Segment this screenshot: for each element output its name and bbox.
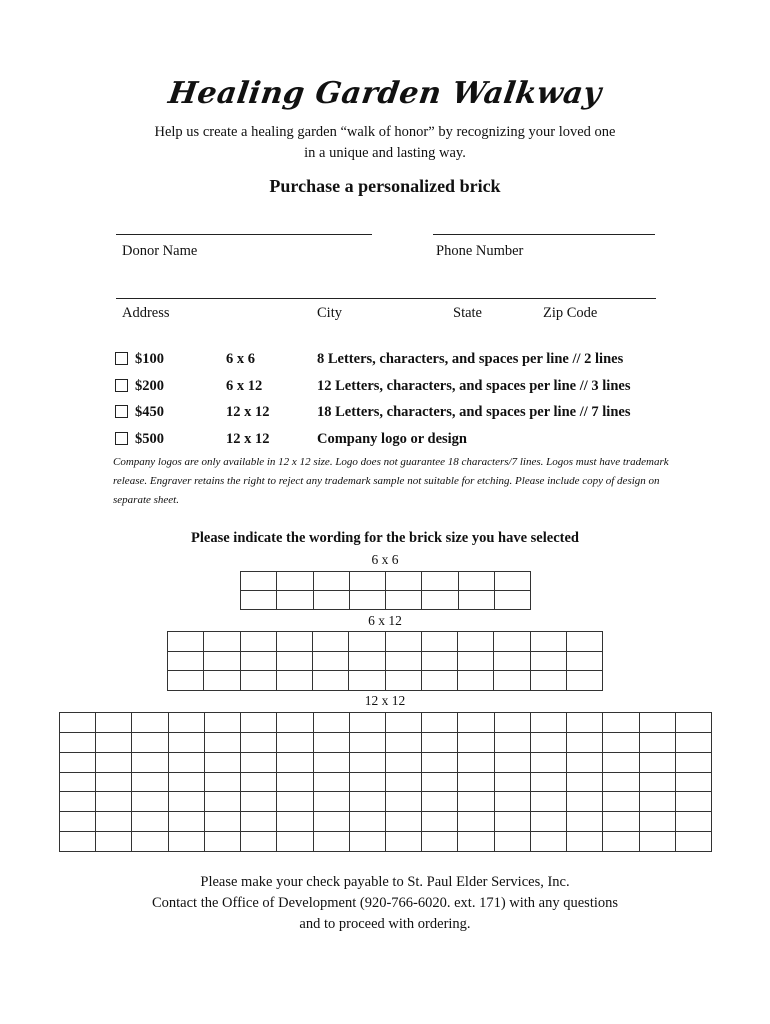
grid-label-6x6: 6 x 6 xyxy=(371,552,399,567)
letter-cell[interactable] xyxy=(567,772,603,792)
letter-cell[interactable] xyxy=(385,732,421,752)
letter-cell[interactable] xyxy=(675,713,711,733)
zip-code-label: Zip Code xyxy=(543,305,598,321)
letter-cell[interactable] xyxy=(96,752,132,772)
letter-cell[interactable] xyxy=(385,812,421,832)
footer-line-2: Contact the Office of Development (920-766-6020. ext. 171) with any questions xyxy=(151,895,619,911)
letter-cell[interactable] xyxy=(168,671,204,691)
option-description: 8 Letters, characters, and spaces per line // 2 lines xyxy=(317,351,624,367)
letter-cell[interactable] xyxy=(603,832,639,852)
letter-cell[interactable] xyxy=(60,832,96,852)
letter-cell[interactable] xyxy=(603,732,639,752)
option-description: 12 Letters, characters, and spaces per line // 3 lines xyxy=(317,378,631,394)
letter-cell[interactable] xyxy=(566,671,602,691)
letter-cell[interactable] xyxy=(422,832,458,852)
letter-cell[interactable] xyxy=(132,792,168,812)
letter-cell[interactable] xyxy=(458,792,494,812)
letter-cell[interactable] xyxy=(168,812,204,832)
checkbox-500[interactable] xyxy=(115,432,128,445)
option-description: 18 Letters, characters, and spaces per line // 7 lines xyxy=(317,404,631,420)
letter-cell[interactable] xyxy=(566,651,602,671)
letter-cell[interactable] xyxy=(60,713,96,733)
grid-row xyxy=(60,832,712,852)
letter-cell[interactable] xyxy=(530,792,566,812)
section-heading: Purchase a personalized brick xyxy=(269,176,501,196)
letter-cell[interactable] xyxy=(241,572,277,591)
letter-cell[interactable] xyxy=(241,732,277,752)
letter-cell[interactable] xyxy=(277,772,313,792)
letter-cell[interactable] xyxy=(494,812,530,832)
letter-cell[interactable] xyxy=(241,832,277,852)
letter-cell[interactable] xyxy=(349,632,385,652)
letter-cell[interactable] xyxy=(277,792,313,812)
letter-cell[interactable] xyxy=(567,713,603,733)
letter-cell[interactable] xyxy=(385,752,421,772)
grid-row xyxy=(168,632,603,652)
letter-cell[interactable] xyxy=(276,651,312,671)
letter-cell[interactable] xyxy=(204,713,240,733)
letter-cell[interactable] xyxy=(494,651,530,671)
letter-cell[interactable] xyxy=(204,651,240,671)
letter-cell[interactable] xyxy=(494,792,530,812)
letter-cell[interactable] xyxy=(349,713,385,733)
letter-cell[interactable] xyxy=(422,713,458,733)
letter-cell[interactable] xyxy=(385,632,421,652)
letter-cell[interactable] xyxy=(96,792,132,812)
letter-cell[interactable] xyxy=(60,792,96,812)
letter-cell[interactable] xyxy=(530,713,566,733)
wording-grid-6x6 xyxy=(240,571,531,610)
checkbox-100[interactable] xyxy=(115,352,128,365)
letter-cell[interactable] xyxy=(422,752,458,772)
grid-row xyxy=(241,572,531,591)
letter-cell[interactable] xyxy=(240,651,276,671)
letter-cell[interactable] xyxy=(60,772,96,792)
letter-cell[interactable] xyxy=(494,832,530,852)
letter-cell[interactable] xyxy=(240,671,276,691)
letter-cell[interactable] xyxy=(494,752,530,772)
letter-cell[interactable] xyxy=(603,713,639,733)
phone-number-label: Phone Number xyxy=(436,243,524,259)
letter-cell[interactable] xyxy=(639,772,675,792)
letter-cell[interactable] xyxy=(277,572,313,591)
letter-cell[interactable] xyxy=(313,752,349,772)
letter-cell[interactable] xyxy=(675,812,711,832)
letter-cell[interactable] xyxy=(385,713,421,733)
letter-cell[interactable] xyxy=(458,832,494,852)
letter-cell[interactable] xyxy=(168,713,204,733)
letter-cell[interactable] xyxy=(276,632,312,652)
letter-cell[interactable] xyxy=(96,732,132,752)
letter-cell[interactable] xyxy=(349,752,385,772)
letter-cell[interactable] xyxy=(386,572,422,591)
grid-label-12x12: 12 x 12 xyxy=(364,693,406,708)
letter-cell[interactable] xyxy=(639,713,675,733)
letter-cell[interactable] xyxy=(530,632,566,652)
option-size: 12 x 12 xyxy=(226,431,270,447)
letter-cell[interactable] xyxy=(458,632,494,652)
letter-cell[interactable] xyxy=(675,732,711,752)
letter-cell[interactable] xyxy=(168,832,204,852)
letter-cell[interactable] xyxy=(313,651,349,671)
letter-cell[interactable] xyxy=(96,832,132,852)
letter-cell[interactable] xyxy=(204,732,240,752)
letter-cell[interactable] xyxy=(421,671,457,691)
grid-row xyxy=(60,752,712,772)
letter-cell[interactable] xyxy=(313,812,349,832)
letter-cell[interactable] xyxy=(277,752,313,772)
letter-cell[interactable] xyxy=(422,812,458,832)
footer-line-1: Please make your check payable to St. Paul Elder Services, Inc. xyxy=(200,874,570,890)
letter-cell[interactable] xyxy=(168,632,204,652)
letter-cell[interactable] xyxy=(567,812,603,832)
letter-cell[interactable] xyxy=(639,752,675,772)
letter-cell[interactable] xyxy=(494,713,530,733)
letter-cell[interactable] xyxy=(349,671,385,691)
letter-cell[interactable] xyxy=(168,651,204,671)
letter-cell[interactable] xyxy=(168,772,204,792)
letter-cell[interactable] xyxy=(349,792,385,812)
letter-cell[interactable] xyxy=(241,772,277,792)
intro-line-1: Help us create a healing garden “walk of honor” by recognizing your loved one xyxy=(154,124,616,140)
letter-cell[interactable] xyxy=(241,752,277,772)
option-size: 6 x 6 xyxy=(226,351,255,367)
letter-cell[interactable] xyxy=(313,591,349,610)
letter-cell[interactable] xyxy=(422,572,458,591)
letter-cell[interactable] xyxy=(385,772,421,792)
grid-row xyxy=(241,591,531,610)
wording-instructions: Please indicate the wording for the brick size you have selected xyxy=(191,530,579,546)
option-price: $100 xyxy=(135,351,164,367)
letter-cell[interactable] xyxy=(241,812,277,832)
letter-cell[interactable] xyxy=(241,792,277,812)
letter-cell[interactable] xyxy=(349,772,385,792)
letter-cell[interactable] xyxy=(277,591,313,610)
letter-cell[interactable] xyxy=(639,812,675,832)
letter-cell[interactable] xyxy=(530,752,566,772)
letter-cell[interactable] xyxy=(494,732,530,752)
letter-cell[interactable] xyxy=(60,812,96,832)
letter-cell[interactable] xyxy=(313,632,349,652)
letter-cell[interactable] xyxy=(458,752,494,772)
city-label: City xyxy=(317,305,342,321)
letter-cell[interactable] xyxy=(277,812,313,832)
letter-cell[interactable] xyxy=(422,772,458,792)
letter-cell[interactable] xyxy=(530,832,566,852)
option-price: $200 xyxy=(135,378,164,394)
letter-cell[interactable] xyxy=(277,732,313,752)
letter-cell[interactable] xyxy=(530,671,566,691)
wording-grid-6x12 xyxy=(167,631,603,691)
letter-cell[interactable] xyxy=(675,772,711,792)
letter-cell[interactable] xyxy=(96,812,132,832)
letter-cell[interactable] xyxy=(458,671,494,691)
state-label: State xyxy=(453,305,482,321)
letter-cell[interactable] xyxy=(204,792,240,812)
option-size: 12 x 12 xyxy=(226,404,270,420)
letter-cell[interactable] xyxy=(385,832,421,852)
letter-cell[interactable] xyxy=(458,651,494,671)
letter-cell[interactable] xyxy=(168,792,204,812)
letter-cell[interactable] xyxy=(349,812,385,832)
grid-label-6x12: 6 x 12 xyxy=(368,613,402,628)
address-field[interactable] xyxy=(116,298,656,299)
letter-cell[interactable] xyxy=(60,752,96,772)
letter-cell[interactable] xyxy=(204,832,240,852)
grid-row xyxy=(60,792,712,812)
letter-cell[interactable] xyxy=(494,632,530,652)
letter-cell[interactable] xyxy=(422,732,458,752)
letter-cell[interactable] xyxy=(458,732,494,752)
letter-cell[interactable] xyxy=(132,732,168,752)
letter-cell[interactable] xyxy=(349,832,385,852)
grid-row xyxy=(60,772,712,792)
letter-cell[interactable] xyxy=(204,671,240,691)
letter-cell[interactable] xyxy=(313,832,349,852)
letter-cell[interactable] xyxy=(639,832,675,852)
grid-row xyxy=(168,671,603,691)
letter-cell[interactable] xyxy=(349,732,385,752)
letter-cell[interactable] xyxy=(132,772,168,792)
letter-cell[interactable] xyxy=(313,772,349,792)
letter-cell[interactable] xyxy=(277,713,313,733)
letter-cell[interactable] xyxy=(458,572,494,591)
letter-cell[interactable] xyxy=(132,752,168,772)
option-size: 6 x 12 xyxy=(226,378,263,394)
letter-cell[interactable] xyxy=(204,772,240,792)
letter-cell[interactable] xyxy=(458,772,494,792)
letter-cell[interactable] xyxy=(168,752,204,772)
grid-row xyxy=(168,651,603,671)
letter-cell[interactable] xyxy=(422,792,458,812)
letter-cell[interactable] xyxy=(530,812,566,832)
letter-cell[interactable] xyxy=(566,632,602,652)
letter-cell[interactable] xyxy=(240,632,276,652)
option-description: Company logo or design xyxy=(317,431,467,447)
letter-cell[interactable] xyxy=(313,732,349,752)
letter-cell[interactable] xyxy=(603,752,639,772)
logo-disclaimer: Company logos are only available in 12 x 12 size. Logo does not guarantee 18 characters/7 lines. Logos must have trademark release. Engraver retains the right to reject any trademark sample not suitable for etching. Please include copy of design on separate sheet. xyxy=(113,456,669,506)
letter-cell[interactable] xyxy=(313,572,349,591)
letter-cell[interactable] xyxy=(96,772,132,792)
letter-cell[interactable] xyxy=(421,651,457,671)
letter-cell[interactable] xyxy=(204,632,240,652)
letter-cell[interactable] xyxy=(675,832,711,852)
letter-cell[interactable] xyxy=(60,732,96,752)
letter-cell[interactable] xyxy=(132,832,168,852)
letter-cell[interactable] xyxy=(603,812,639,832)
wording-grid-12x12 xyxy=(59,712,712,852)
letter-cell[interactable] xyxy=(530,651,566,671)
phone-number-field[interactable] xyxy=(433,234,655,235)
address-label: Address xyxy=(122,305,170,321)
checkbox-200[interactable] xyxy=(115,379,128,392)
letter-cell[interactable] xyxy=(675,792,711,812)
letter-cell[interactable] xyxy=(313,713,349,733)
letter-cell[interactable] xyxy=(458,713,494,733)
letter-cell[interactable] xyxy=(603,772,639,792)
letter-cell[interactable] xyxy=(603,792,639,812)
letter-cell[interactable] xyxy=(385,792,421,812)
letter-cell[interactable] xyxy=(349,572,385,591)
letter-cell[interactable] xyxy=(313,792,349,812)
donor-name-field[interactable] xyxy=(116,234,372,235)
checkbox-450[interactable] xyxy=(115,405,128,418)
letter-cell[interactable] xyxy=(675,752,711,772)
letter-cell[interactable] xyxy=(386,591,422,610)
letter-cell[interactable] xyxy=(422,591,458,610)
letter-cell[interactable] xyxy=(204,812,240,832)
letter-cell[interactable] xyxy=(349,591,385,610)
footer-line-3: and to proceed with ordering. xyxy=(299,916,471,932)
intro-line-2: in a unique and lasting way. xyxy=(304,145,466,161)
letter-cell[interactable] xyxy=(567,732,603,752)
grid-row xyxy=(60,732,712,752)
letter-cell[interactable] xyxy=(494,572,530,591)
letter-cell[interactable] xyxy=(567,752,603,772)
page-title: Healing Garden Walkway xyxy=(166,76,604,111)
letter-cell[interactable] xyxy=(204,752,240,772)
letter-cell[interactable] xyxy=(639,732,675,752)
letter-cell[interactable] xyxy=(385,651,421,671)
letter-cell[interactable] xyxy=(639,792,675,812)
letter-cell[interactable] xyxy=(132,713,168,733)
option-price: $500 xyxy=(135,431,164,447)
letter-cell[interactable] xyxy=(567,832,603,852)
letter-cell[interactable] xyxy=(277,832,313,852)
letter-cell[interactable] xyxy=(421,632,457,652)
option-price: $450 xyxy=(135,404,164,420)
letter-cell[interactable] xyxy=(530,732,566,752)
letter-cell[interactable] xyxy=(132,812,168,832)
letter-cell[interactable] xyxy=(385,671,421,691)
letter-cell[interactable] xyxy=(168,732,204,752)
letter-cell[interactable] xyxy=(458,591,494,610)
letter-cell[interactable] xyxy=(494,591,530,610)
grid-row xyxy=(60,812,712,832)
letter-cell[interactable] xyxy=(567,792,603,812)
letter-cell[interactable] xyxy=(458,812,494,832)
letter-cell[interactable] xyxy=(96,713,132,733)
grid-row xyxy=(60,713,712,733)
letter-cell[interactable] xyxy=(494,671,530,691)
letter-cell[interactable] xyxy=(241,713,277,733)
letter-cell[interactable] xyxy=(276,671,312,691)
letter-cell[interactable] xyxy=(241,591,277,610)
donor-name-label: Donor Name xyxy=(122,243,198,259)
letter-cell[interactable] xyxy=(349,651,385,671)
letter-cell[interactable] xyxy=(494,772,530,792)
letter-cell[interactable] xyxy=(313,671,349,691)
letter-cell[interactable] xyxy=(530,772,566,792)
